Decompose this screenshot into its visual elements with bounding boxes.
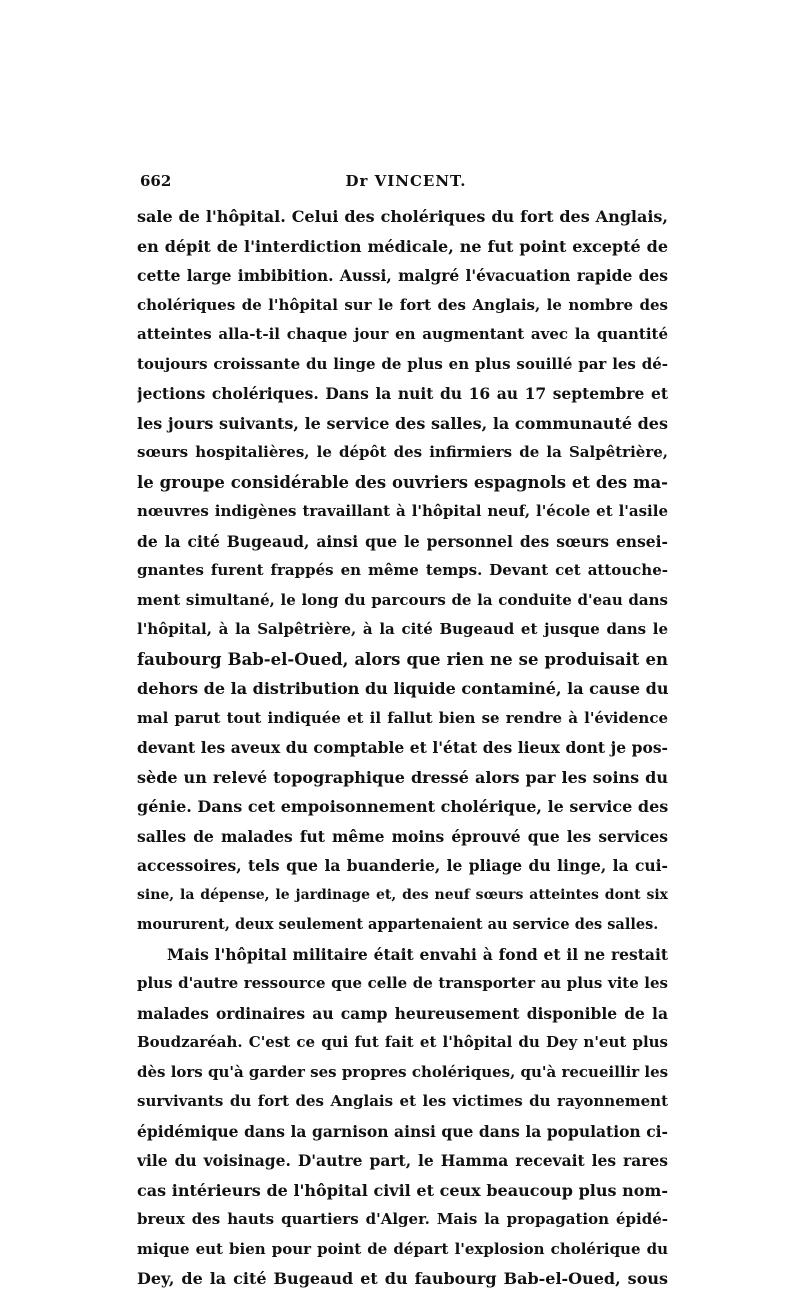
text-line: malades ordinaires au camp heureusement disponible de la [137,1003,668,1023]
page-number: 662 [140,172,172,190]
text-line: gnantes furent frappés en même temps. Devant cet attouche- [137,561,668,579]
running-head: Dr VINCENT. [345,172,467,190]
text-line: plus d'autre ressource que celle de transporter au plus vite les [137,974,668,992]
text-line: génie. Dans cet empoisonnement cholérique, le service des [137,797,668,816]
text-line: sale de l'hôpital. Celui des cholériques du fort des Anglais, [137,207,668,226]
text-line: dehors de la distribution du liquide contaminé, la cause du [137,679,668,698]
text-line: le groupe considérable des ouvriers espagnols et des ma- [137,472,668,492]
text-line: atteintes alla-t-il chaque jour en augmentant avec la quantité [137,325,668,343]
text-line: l'hôpital, à la Salpêtrière, à la cité Bugeaud et jusque dans le [137,620,668,638]
text-line: sœurs hospitalières, le dépôt des infirmiers de la Salpêtrière, [137,443,668,461]
text-line: faubourg Bab-el-Oued, alors que rien ne se produisait en [137,649,668,669]
text-line: vile du voisinage. D'autre part, le Hamma recevait les rares [137,1151,668,1170]
text-line: ment simultané, le long du parcours de la conduite d'eau dans [137,590,668,609]
text-line: mal parut tout indiquée et il fallut bien se rendre à l'évidence [137,708,668,727]
text-line: breux des hauts quartiers d'Alger. Mais la propagation épidé- [137,1210,668,1228]
page-header [140,172,672,196]
body-text [137,202,668,1294]
text-line: cette large imbibition. Aussi, malgré l'évacuation rapide des [137,266,668,285]
text-line: salles de malades fut même moins éprouvé que les services [137,826,668,846]
text-line: cas intérieurs de l'hôpital civil et ceux beaucoup plus nom- [137,1180,668,1200]
text-line: accessoires, tels que la buanderie, le pliage du linge, la cui- [137,856,668,875]
text-line: Boudzaréah. C'est ce qui fut fait et l'hôpital du Dey n'eut plus [137,1033,668,1051]
text-line: mique eut bien pour point de départ l'explosion cholérique du [137,1239,668,1258]
text-line: toujours croissante du linge de plus en plus souillé par les dé- [137,354,668,373]
text-line: de la cité Bugeaud, ainsi que le personnel des sœurs ensei- [137,531,668,551]
text-line: sède un relevé topographique dressé alors par les soins du [137,767,668,787]
text-line: jections cholériques. Dans la nuit du 16 au 17 septembre et [137,384,668,403]
text-line: nœuvres indigènes travaillant à l'hôpital neuf, l'école et l'asile [137,502,668,520]
text-line: les jours suivants, le service des salles, la communauté des [137,413,668,433]
text-line: Dey, de la cité Bugeaud et du faubourg Bab-el-Oued, sous [137,1269,668,1288]
text-line: cholériques de l'hôpital sur le fort des Anglais, le nombre des [137,295,668,314]
text-line: en dépit de l'interdiction médicale, ne fut point excepté de [137,236,668,256]
text-line: sine, la dépense, le jardinage et, des neuf sœurs atteintes dont six [137,886,668,903]
text-line: survivants du fort des Anglais et les victimes du rayonnement [137,1092,668,1110]
text-line-paragraph-start: Mais l'hôpital militaire était envahi à fond et il ne restait [167,944,668,964]
text-line: devant les aveux du comptable et l'état des lieux dont je pos- [137,738,668,757]
text-line-paragraph-end: moururent, deux seulement appartenaient au service des salles. [137,916,659,933]
text-line: dès lors qu'à garder ses propres cholériques, qu'à recueillir les [137,1062,668,1081]
text-line: épidémique dans la garnison ainsi que dans la population ci- [137,1121,668,1141]
